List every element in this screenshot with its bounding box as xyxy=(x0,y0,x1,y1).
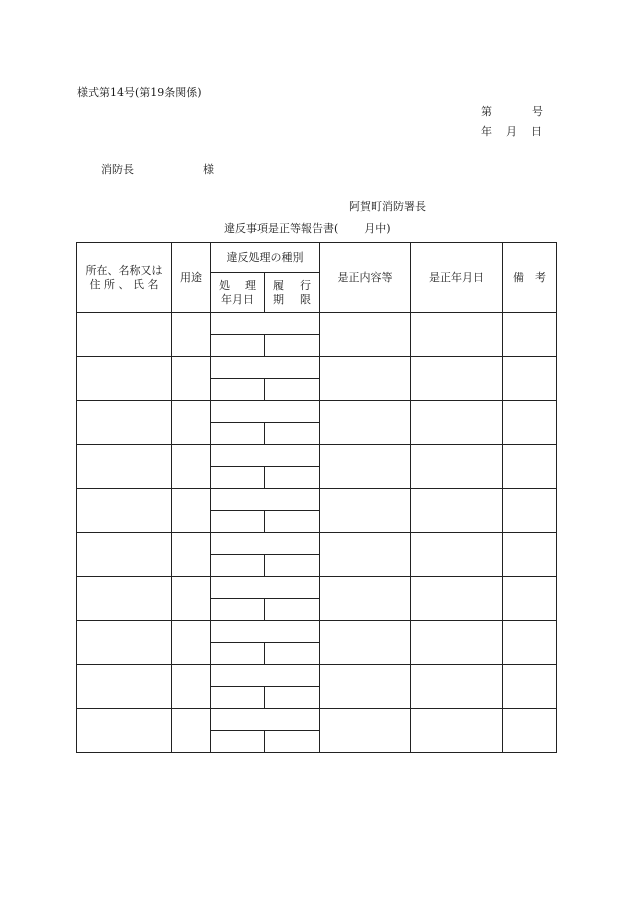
cell-usage[interactable] xyxy=(172,533,211,577)
cell-deadline[interactable] xyxy=(265,423,320,445)
cell-location-name[interactable] xyxy=(77,621,172,665)
cell-processing-date[interactable] xyxy=(211,467,265,489)
date-month: 月 xyxy=(506,125,517,138)
cell-processing-date[interactable] xyxy=(211,599,265,621)
cell-usage[interactable] xyxy=(172,445,211,489)
cell-correction-date[interactable] xyxy=(411,489,503,533)
cell-processing-date[interactable] xyxy=(211,731,265,753)
cell-violation-type[interactable] xyxy=(211,665,320,687)
addressee xyxy=(101,161,214,177)
cell-usage[interactable] xyxy=(172,709,211,753)
header-processing-a: 処 xyxy=(219,278,230,292)
cell-usage[interactable] xyxy=(172,577,211,621)
cell-usage[interactable] xyxy=(172,313,211,357)
cell-usage[interactable] xyxy=(172,357,211,401)
cell-remarks[interactable] xyxy=(503,709,557,753)
date-day: 日 xyxy=(531,125,542,138)
cell-processing-date[interactable] xyxy=(211,643,265,665)
cell-remarks[interactable] xyxy=(503,313,557,357)
header-correction-content: 是正内容等 xyxy=(320,243,411,313)
cell-remarks[interactable] xyxy=(503,665,557,709)
cell-processing-date[interactable] xyxy=(211,423,265,445)
title-main: 違反事項是正等報告書( xyxy=(224,222,339,235)
header-location-name xyxy=(77,243,172,313)
header-processing-date xyxy=(211,273,265,313)
cell-location-name[interactable] xyxy=(77,709,172,753)
header-deadline-b: 行 xyxy=(300,278,311,292)
cell-usage[interactable] xyxy=(172,401,211,445)
cell-correction-content[interactable] xyxy=(320,489,411,533)
cell-deadline[interactable] xyxy=(265,599,320,621)
cell-remarks[interactable] xyxy=(503,489,557,533)
cell-deadline[interactable] xyxy=(265,379,320,401)
table-row xyxy=(77,445,557,467)
cell-processing-date[interactable] xyxy=(211,555,265,577)
cell-correction-date[interactable] xyxy=(411,401,503,445)
cell-deadline[interactable] xyxy=(265,731,320,753)
cell-remarks[interactable] xyxy=(503,533,557,577)
cell-violation-type[interactable] xyxy=(211,313,320,335)
date-year: 年 xyxy=(481,125,492,138)
cell-violation-type[interactable] xyxy=(211,489,320,511)
table-row xyxy=(77,533,557,555)
cell-correction-date[interactable] xyxy=(411,313,503,357)
cell-violation-type[interactable] xyxy=(211,709,320,731)
cell-violation-type[interactable] xyxy=(211,445,320,467)
cell-location-name[interactable] xyxy=(77,445,172,489)
header-remarks-a: 備 xyxy=(513,270,524,284)
document-title xyxy=(224,220,391,236)
header-remarks xyxy=(503,243,557,313)
addressee-title: 消防長 xyxy=(101,163,134,176)
cell-usage[interactable] xyxy=(172,621,211,665)
cell-location-name[interactable] xyxy=(77,665,172,709)
cell-violation-type[interactable] xyxy=(211,621,320,643)
header-processing-b: 理 xyxy=(245,278,256,292)
document-number-suffix: 号 xyxy=(532,105,543,118)
header-deadline-c: 期 xyxy=(273,292,284,306)
header-deadline-d: 限 xyxy=(300,292,311,306)
document-number-prefix: 第 xyxy=(481,105,492,118)
table-row xyxy=(77,577,557,599)
header-correction-date: 是正年月日 xyxy=(411,243,503,313)
header-violation-type: 違反処理の種別 xyxy=(211,243,320,273)
cell-correction-date[interactable] xyxy=(411,357,503,401)
cell-correction-date[interactable] xyxy=(411,709,503,753)
table-row xyxy=(77,357,557,379)
cell-correction-content[interactable] xyxy=(320,665,411,709)
cell-violation-type[interactable] xyxy=(211,533,320,555)
cell-processing-date[interactable] xyxy=(211,687,265,709)
cell-remarks[interactable] xyxy=(503,445,557,489)
header-location-name-line1: 所在、名称又は xyxy=(85,263,163,277)
cell-correction-date[interactable] xyxy=(411,445,503,489)
table-row xyxy=(77,709,557,731)
title-month: 月中) xyxy=(364,222,391,235)
header-remarks-b: 考 xyxy=(535,270,546,284)
header-processing-ymd: 年月日 xyxy=(221,292,254,306)
cell-location-name[interactable] xyxy=(77,577,172,621)
cell-correction-content[interactable] xyxy=(320,445,411,489)
sender: 阿賀町消防署長 xyxy=(349,200,426,213)
cell-deadline[interactable] xyxy=(265,687,320,709)
cell-deadline[interactable] xyxy=(265,643,320,665)
form-number: 様式第14号(第19条関係) xyxy=(77,86,202,99)
cell-violation-type[interactable] xyxy=(211,357,320,379)
addressee-honorific: 様 xyxy=(203,163,214,176)
cell-correction-date[interactable] xyxy=(411,665,503,709)
cell-usage[interactable] xyxy=(172,665,211,709)
cell-correction-content[interactable] xyxy=(320,577,411,621)
cell-correction-content[interactable] xyxy=(320,401,411,445)
cell-remarks[interactable] xyxy=(503,577,557,621)
table-row xyxy=(77,665,557,687)
cell-correction-content[interactable] xyxy=(320,621,411,665)
table-row xyxy=(77,313,557,335)
cell-correction-date[interactable] xyxy=(411,621,503,665)
document-date xyxy=(481,123,542,139)
cell-correction-content[interactable] xyxy=(320,357,411,401)
cell-correction-date[interactable] xyxy=(411,533,503,577)
cell-processing-date[interactable] xyxy=(211,379,265,401)
table-row xyxy=(77,401,557,423)
cell-processing-date[interactable] xyxy=(211,511,265,533)
cell-correction-date[interactable] xyxy=(411,577,503,621)
cell-location-name[interactable] xyxy=(77,357,172,401)
cell-deadline[interactable] xyxy=(265,511,320,533)
cell-usage[interactable] xyxy=(172,489,211,533)
cell-location-name[interactable] xyxy=(77,313,172,357)
header-deadline xyxy=(265,273,320,313)
cell-deadline[interactable] xyxy=(265,335,320,357)
header-location-name-line2: 住 所 、 氏 名 xyxy=(89,277,159,291)
table-row xyxy=(77,621,557,643)
cell-remarks[interactable] xyxy=(503,357,557,401)
cell-remarks[interactable] xyxy=(503,401,557,445)
cell-violation-type[interactable] xyxy=(211,401,320,423)
header-deadline-a: 履 xyxy=(273,278,284,292)
cell-correction-content[interactable] xyxy=(320,313,411,357)
cell-location-name[interactable] xyxy=(77,533,172,577)
cell-location-name[interactable] xyxy=(77,401,172,445)
header-usage: 用途 xyxy=(172,243,211,313)
report-table xyxy=(76,242,557,753)
table-row xyxy=(77,489,557,511)
cell-location-name[interactable] xyxy=(77,489,172,533)
cell-deadline[interactable] xyxy=(265,555,320,577)
document-number xyxy=(481,103,543,119)
cell-deadline[interactable] xyxy=(265,467,320,489)
cell-processing-date[interactable] xyxy=(211,335,265,357)
cell-correction-content[interactable] xyxy=(320,709,411,753)
cell-correction-content[interactable] xyxy=(320,533,411,577)
cell-remarks[interactable] xyxy=(503,621,557,665)
cell-violation-type[interactable] xyxy=(211,577,320,599)
